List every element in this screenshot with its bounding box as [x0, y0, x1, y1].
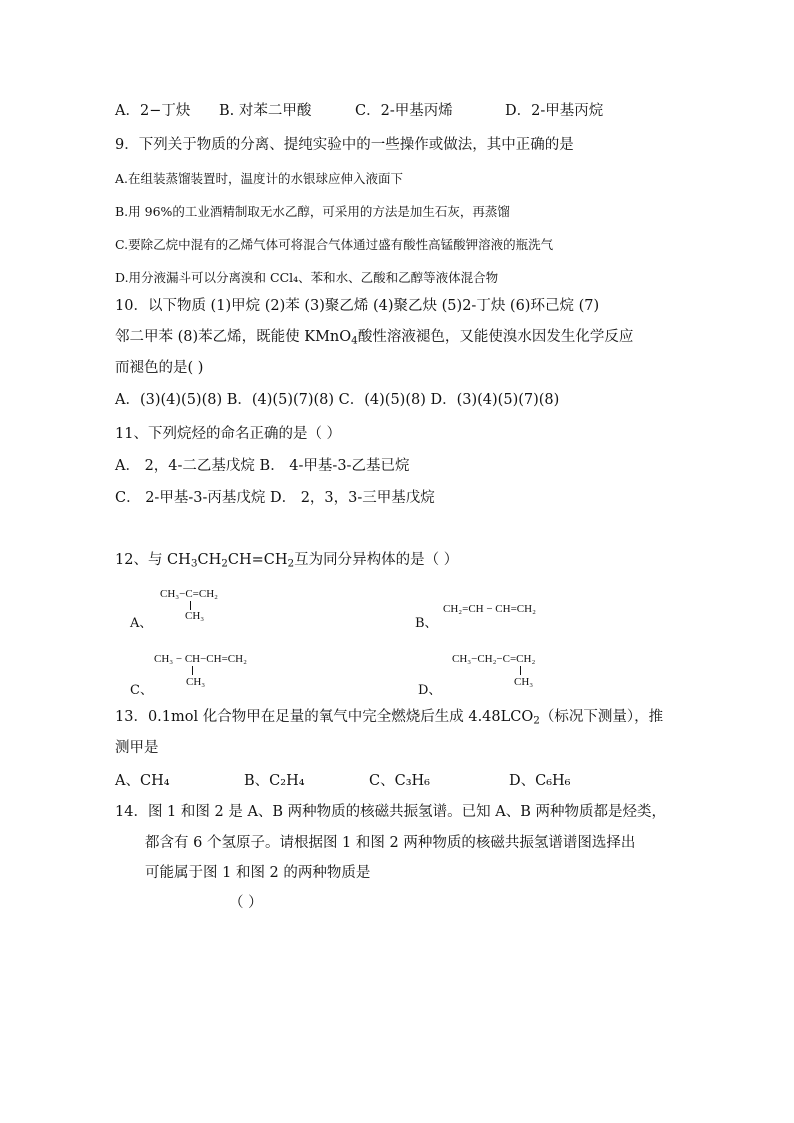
- q9-option-a: A.在组装蒸馏装置时，温度计的水银球应伸入液面下: [115, 171, 404, 186]
- q12-label-d: D、: [418, 683, 442, 698]
- structure-b: CH₂=CH − CH=CH₂: [443, 603, 536, 615]
- q9-stem: 9．下列关于物质的分离、提纯实验中的一些操作或做法，其中正确的是: [115, 137, 574, 153]
- q11-options-cd: C． 2-甲基-3-丙基戊烷 D． 2，3，3-三甲基戊烷: [115, 490, 435, 506]
- q8-option-b: B. 对苯二甲酸: [219, 103, 312, 119]
- q10-line-1: 10．以下物质 (1)甲烷 (2)苯 (3)聚乙烯 (4)聚乙炔 (5)2-丁炔 (6)环己烷 (7): [115, 298, 600, 314]
- structure-c-branch: CH₃: [186, 676, 206, 688]
- q11-options-ab: A． 2，4-二乙基戊烷 B． 4-甲基-3-乙基已烷: [115, 458, 410, 474]
- q14-line-3: 可能属于图 1 和图 2 的两种物质是: [145, 865, 371, 881]
- structure-a-main-chain: CH₃−C=CH₂: [160, 588, 218, 600]
- q10-line-3: 而褪色的是( ): [115, 360, 204, 376]
- q9-option-d: D.用分液漏斗可以分离溴和 CCl₄、苯和水、乙酸和乙醇等液体混合物: [115, 270, 499, 285]
- q14-line-2: 都含有 6 个氢原子。请根据图 1 和图 2 两种物质的核磁共振氢谱谱图选择出: [145, 835, 636, 851]
- structure-d-main-chain: CH₃−CH₂−C=CH₂: [452, 653, 536, 665]
- q9-option-c: C.要除乙烷中混有的乙烯气体可将混合气体通过盛有酸性高锰酸钾溶液的瓶洗气: [115, 237, 554, 252]
- q12-label-a: A、: [130, 616, 153, 631]
- q12-label-b: B、: [415, 616, 438, 631]
- q10-options: A．(3)(4)(5)(8) B．(4)(5)(7)(8) C．(4)(5)(8) D．(3)(4)(5)(7)(8): [115, 392, 560, 408]
- structure-d-branch: CH₃: [514, 676, 534, 688]
- q13-line-1: 13．0.1mol 化合物甲在足量的氧气中完全燃烧后生成 $4.48LCO_2$（标况下测量），推: [115, 709, 664, 727]
- structure-c-main-chain: CH₃ − CH−CH=CH₂: [154, 653, 247, 665]
- structure-a-bond: [190, 601, 191, 610]
- structure-d-bond: [520, 666, 521, 675]
- q8-option-a: A．2−丁炔: [115, 103, 191, 119]
- q11-stem: 11、下列烷烃的命名正确的是（ ）: [115, 426, 342, 442]
- q14-line-1: 14．图 1 和图 2 是 A、B 两种物质的核磁共振氢谱。已知 A、B 两种物质都是烃类，: [115, 804, 667, 820]
- q13-option-b: B、C₂H₄: [244, 773, 305, 789]
- structure-a-branch: CH₃: [185, 610, 205, 622]
- structure-c-bond: [192, 666, 193, 675]
- q13-option-d: D、C₆H₆: [509, 773, 571, 789]
- q13-option-a: A、CH₄: [115, 773, 170, 789]
- q13-option-c: C、C₃H₆: [369, 773, 430, 789]
- q9-option-b: B.用 96%的工业酒精制取无水乙醇，可采用的方法是加生石灰，再蒸馏: [115, 204, 510, 219]
- q14-answer-blank: （ ）: [229, 895, 263, 911]
- q12-label-c: C、: [130, 683, 153, 698]
- q8-option-c: C．2-甲基丙烯: [355, 103, 453, 119]
- q8-option-d: D．2-甲基丙烷: [505, 103, 604, 119]
- q10-line-2: 邻二甲苯 (8)苯乙烯，既能使 KMnO$_4$酸性溶液褪色，又能使溴水因发生化学反应: [115, 329, 634, 347]
- q13-line-2: 测甲是: [115, 740, 159, 756]
- q12-stem: 12、与 $CH_3CH_2CH=CH_2$互为同分异构体的是（ ）: [115, 552, 459, 570]
